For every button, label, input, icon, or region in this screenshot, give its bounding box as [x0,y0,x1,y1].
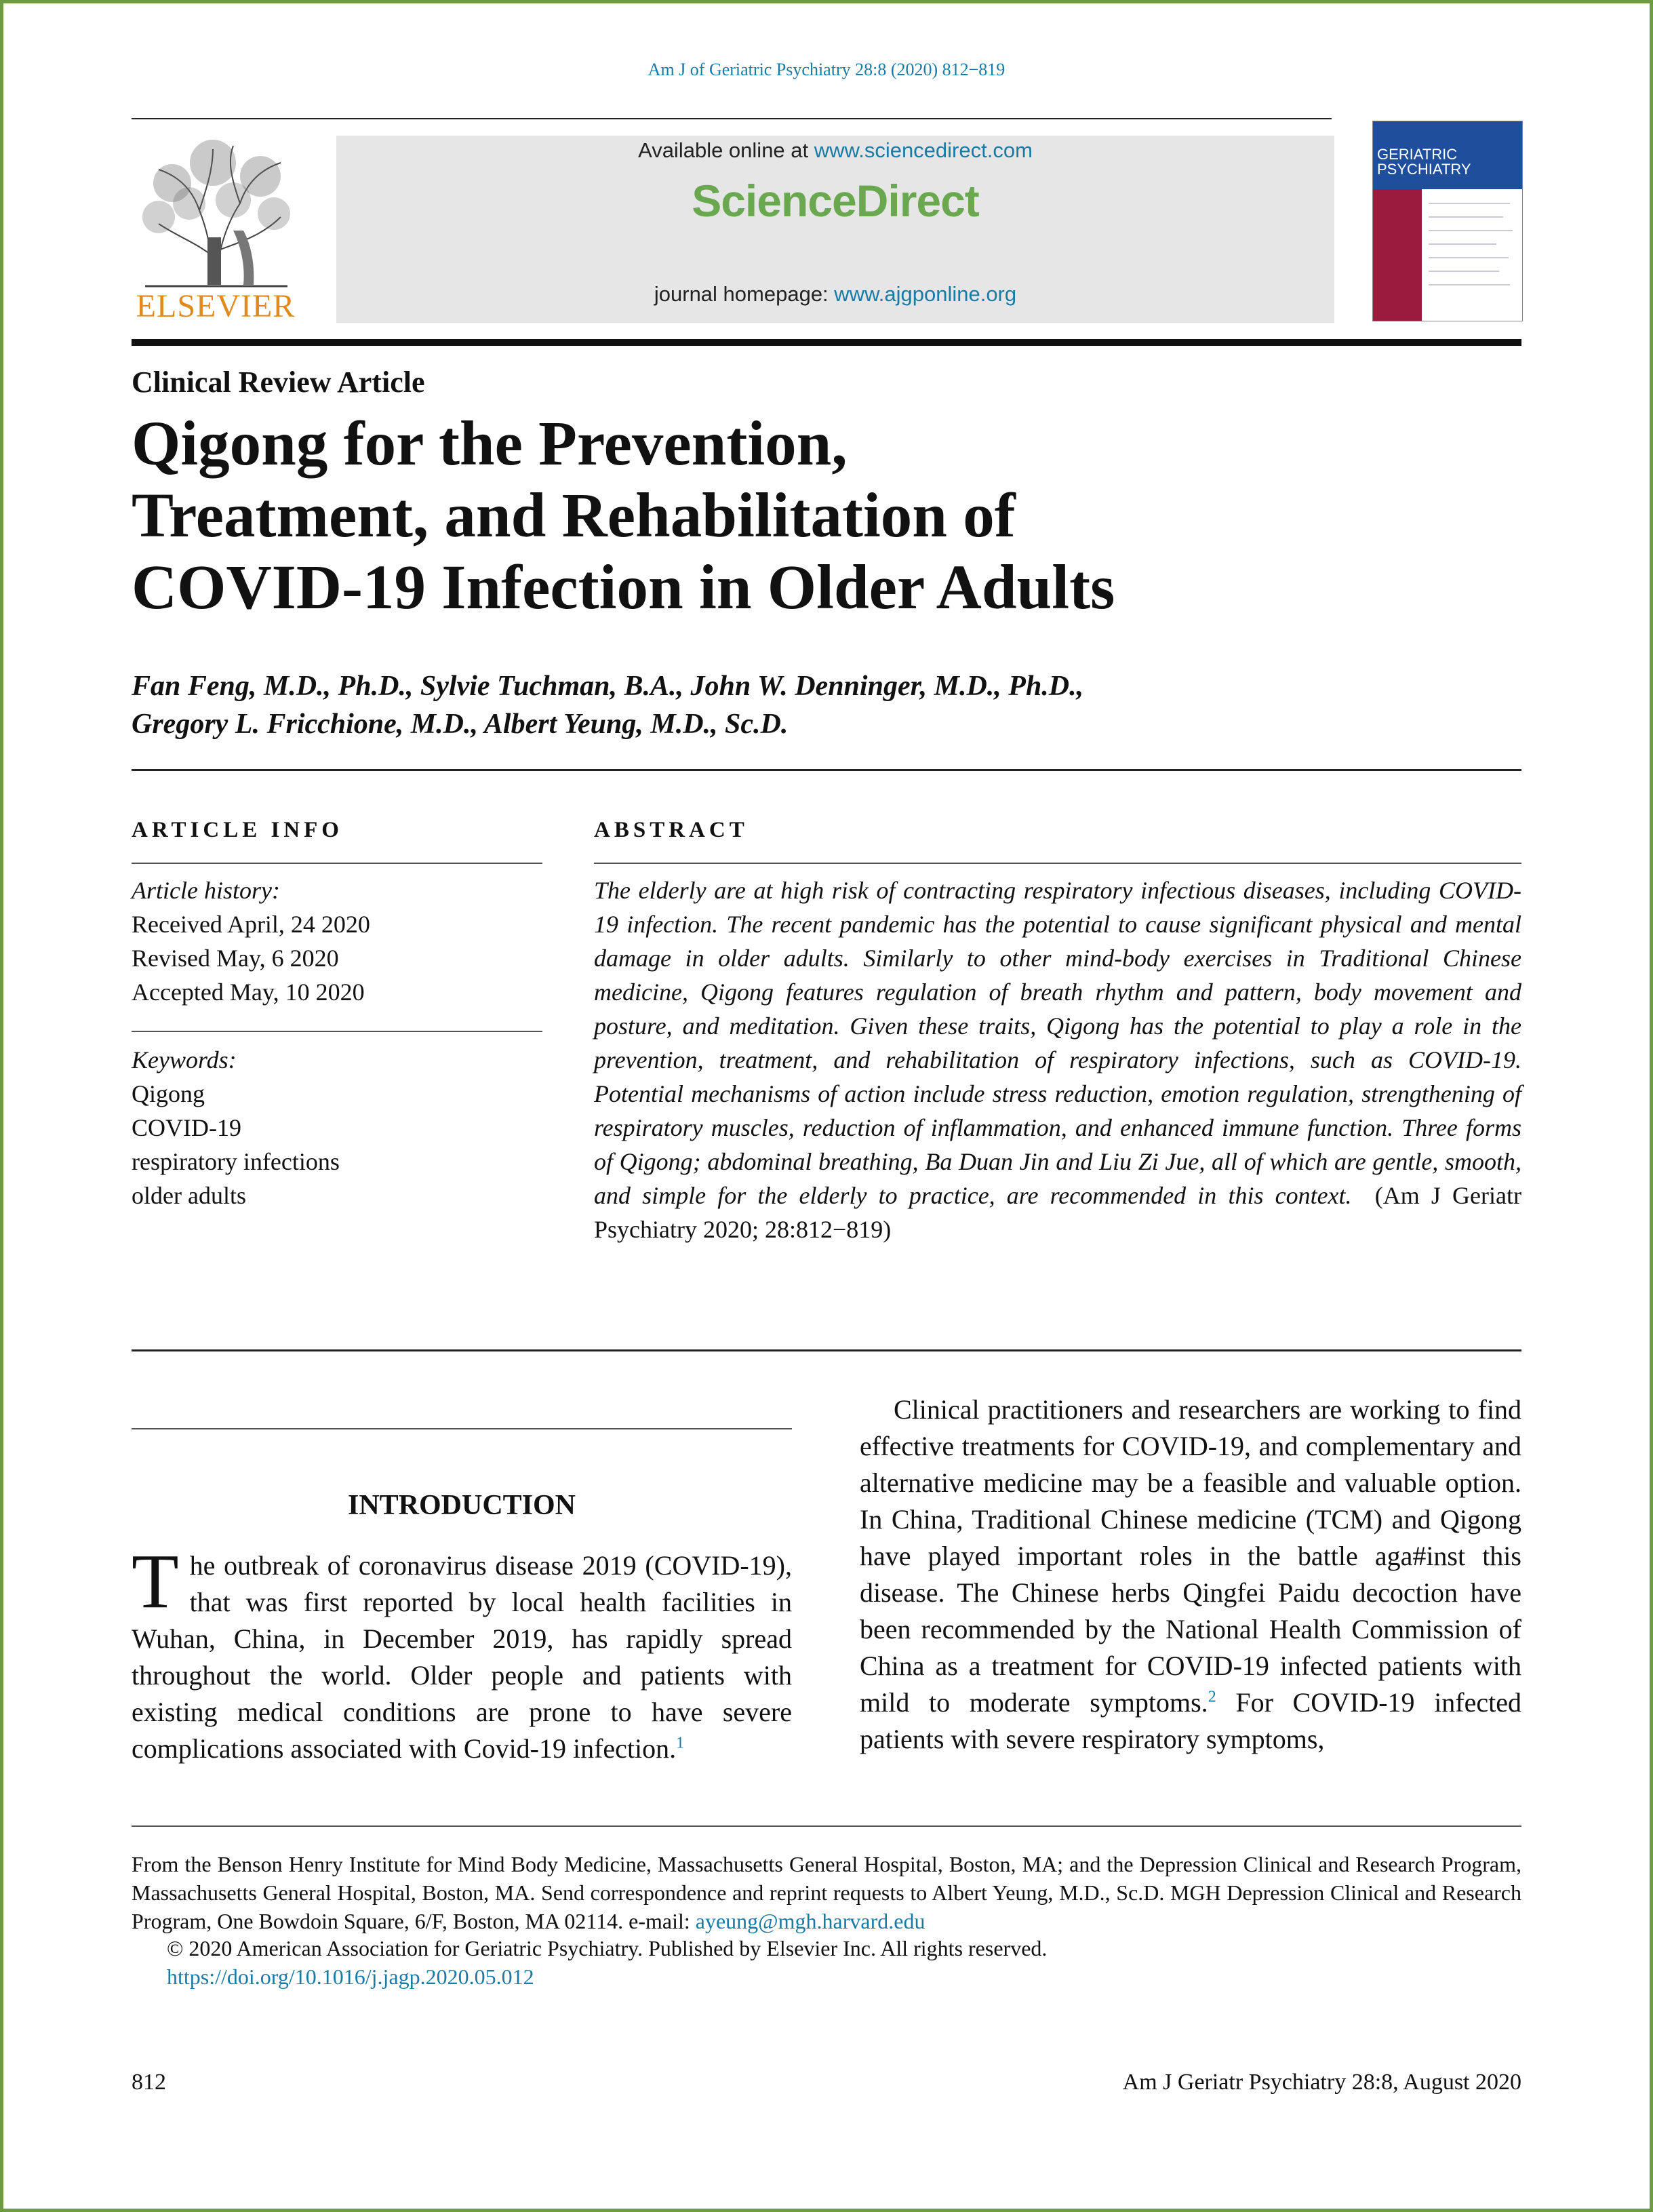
left-column-rule [132,1428,792,1429]
keywords-rule [132,1031,542,1032]
cover-side-band [1373,189,1422,321]
title-separator-rule [132,339,1521,346]
article-title [132,408,1521,624]
introduction-heading: INTRODUCTION [347,1490,576,1521]
footnote-rule [132,1825,1521,1827]
article-type: Clinical Review Article [132,366,425,399]
keywords-label: Keywords: [132,1046,237,1073]
drop-cap: T [132,1538,179,1624]
available-online-line [336,138,1334,163]
abstract-body [594,873,1521,1246]
right-column-paragraph [860,1391,1521,1758]
article-history [132,873,542,1009]
cover-text-line [1429,257,1509,258]
keyword-item: respiratory infections [132,1148,340,1175]
paragraph-text: Clinical practitioners and researchers are working to find effective treatments for COVID-19, and complementary and alternative medicine may be a feasible and valuable option. In China, Traditional Chinese medicine (TCM) and Qigong have played important roles in the battle aga#inst this disease. The Chinese herbs Qingfei Paidu decoction have been recommended by the National Health Commission of China as a treatment for COVID-19 infected patients with mild to moderate symptoms. [860,1394,1521,1718]
keyword-item: older adults [132,1182,246,1209]
reference-link[interactable]: 2 [1208,1688,1216,1706]
abstract-rule [594,863,1521,864]
introduction-text: he outbreak of coronavirus disease 2019 (COVID-19), that was first reported by local health facilities in Wuhan, China, in December 2019, has rapidly spread throughout the world. Older people and patients with existing medical conditions are prone to have severe complications associated with Covid-19 infection. [132,1550,792,1764]
sciencedirect-banner [336,136,1334,323]
homepage-prefix: journal homepage: [654,282,835,306]
author-line: Gregory L. Fricchione, M.D., Albert Yeung, M.D., Sc.D. [132,709,789,740]
cover-title: GERIATRIC PSYCHIATRY [1377,146,1471,178]
abstract-text: The elderly are at high risk of contracting respiratory infectious diseases, including COVID-19 infection. The recent pandemic has the potential to cause significant physical and mental damage in older adults. Similarly to other mind-body exercises in Traditional Chinese medicine, Qigong features regulation of breath rhythm and pattern, body movement and posture, and meditation. Given these traits, Qigong has the potential to play a role in the prevention, treatment, and rehabilitation of respiratory infections, such as COVID-19. Potential mechanisms of action include stress reduction, emotion regulation, strengthening of respiratory muscles, reduction of inflammation, and enhanced immune function. Three forms of Qigong; abdominal breathing, Ba Duan Jin and Liu Zi Jue, all of which are gentle, smooth, and simple for the elderly to practice, are recommended in this context. [594,877,1521,1209]
page-number: 812 [132,2070,166,2095]
keyword-item: COVID-19 [132,1114,241,1141]
history-accepted: Accepted May, 10 2020 [132,979,365,1006]
journal-cover-thumbnail [1372,121,1523,321]
reference-link[interactable]: 1 [676,1734,685,1752]
introduction-paragraph [132,1538,792,1767]
title-line: Qigong for the Prevention, [132,409,848,479]
author-list [132,667,1521,743]
email-link[interactable]: ayeung@mgh.harvard.edu [695,1909,925,1933]
journal-homepage-line [336,282,1334,307]
doi-link[interactable]: https://doi.org/10.1016/j.jagp.2020.05.012 [167,1964,534,1989]
copyright-notice: © 2020 American Association for Geriatric Psychiatry. Published by Elsevier Inc. All rights reserved. [167,1936,1048,1960]
available-online-prefix: Available online at [638,138,814,162]
abstract-heading: ABSTRACT [594,818,749,842]
history-revised: Revised May, 6 2020 [132,945,339,972]
sciencedirect-link[interactable]: www.sciencedirect.com [814,138,1033,162]
sciencedirect-logo: ScienceDirect [692,176,979,226]
abstract-end-rule [132,1349,1521,1351]
cover-text-line [1429,230,1513,231]
title-line: COVID-19 Infection in Older Adults [132,553,1115,623]
article-info-rule [132,863,542,864]
abstract-citation: (Am J Geriatr Psychiatry 2020; 28:812−819) [594,1182,1521,1243]
cover-text-line [1429,284,1510,285]
running-footer: Am J Geriatr Psychiatry 28:8, August 2020 [1122,2070,1521,2095]
keywords [132,1043,542,1212]
author-line: Fan Feng, M.D., Ph.D., Sylvie Tuchman, B.A., John W. Denninger, M.D., Ph.D., [132,671,1084,702]
paragraph-text-continued: For COVID-19 infected patients with severe respiratory symptoms, [860,1687,1521,1754]
journal-citation: Am J of Geriatric Psychiatry 28:8 (2020) 812−819 [648,60,1005,79]
cover-text-line [1429,243,1496,245]
cover-text-line [1429,203,1510,204]
affiliation-footnote [132,1850,1521,1935]
journal-homepage-link[interactable]: www.ajgponline.org [834,282,1017,306]
affiliation-text: From the Benson Henry Institute for Mind Body Medicine, Massachusetts General Hospital, Boston, MA; and the Depression Clinical and Research Program, Massachusetts General Hospital, Boston, MA. Send correspondence and reprint requests to Albert Yeung, M.D., Sc.D. MGH Depression Clinical and Research Program, One Bowdoin Square, 6/F, Boston, MA 02114. e-mail: [132,1852,1521,1933]
keyword-item: Qigong [132,1080,205,1107]
cover-text-line [1429,216,1503,218]
title-line: Treatment, and Rehabilitation of [132,481,1016,551]
authors-rule [132,769,1521,771]
header-rule [132,118,1332,119]
history-received: Received April, 24 2020 [132,911,370,938]
article-info-heading: ARTICLE INFO [132,818,343,842]
elsevier-wordmark: ELSEVIER [136,288,296,324]
cover-text-line [1429,271,1499,272]
history-label: Article history: [132,877,280,904]
